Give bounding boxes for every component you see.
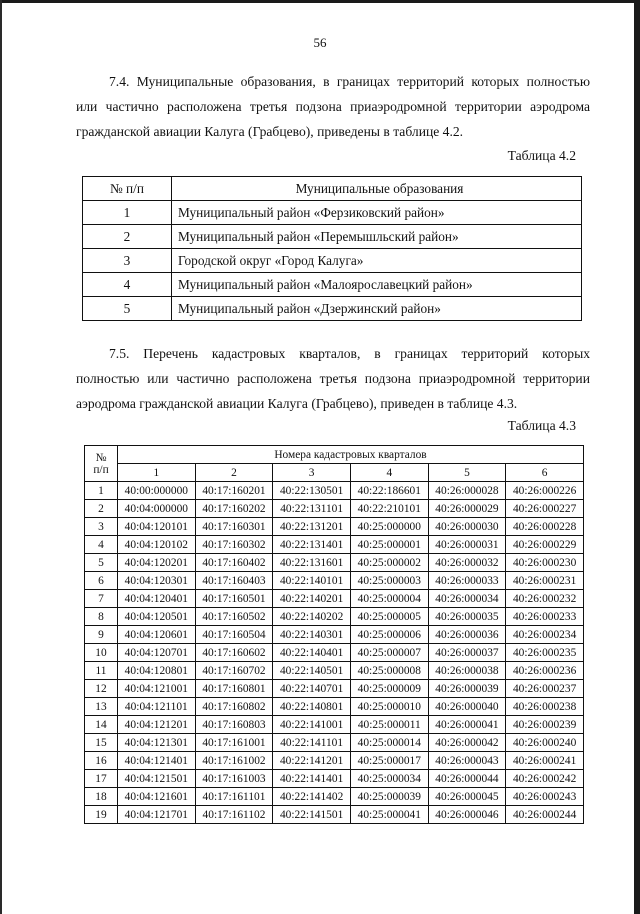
scan-edge-left <box>0 0 2 914</box>
table-body <box>85 482 584 824</box>
cadastral-quarter-number: 40:17:160402 <box>195 554 273 572</box>
cadastral-quarter-number: 40:26:000233 <box>506 608 584 626</box>
paragraph-line: полностью или частично расположена третья подзона приаэродромной территории <box>76 371 590 386</box>
row-number: 4 <box>83 273 172 297</box>
table-row <box>85 518 584 536</box>
cadastral-quarter-number: 40:26:000244 <box>506 806 584 824</box>
cadastral-quarter-number: 40:17:160602 <box>195 644 273 662</box>
cadastral-quarter-number: 40:04:120301 <box>118 572 196 590</box>
cadastral-quarter-number: 40:17:161003 <box>195 770 273 788</box>
table-row <box>83 249 582 273</box>
cadastral-quarter-number: 40:17:160403 <box>195 572 273 590</box>
cadastral-quarter-number: 40:26:000029 <box>428 500 506 518</box>
table-row <box>85 482 584 500</box>
cadastral-quarter-number: 40:25:000014 <box>350 734 428 752</box>
row-number: 3 <box>85 518 118 536</box>
cadastral-quarter-number: 40:26:000035 <box>428 608 506 626</box>
cadastral-quarter-number: 40:25:000041 <box>350 806 428 824</box>
cadastral-quarter-number: 40:04:120601 <box>118 626 196 644</box>
cadastral-quarter-number: 40:26:000243 <box>506 788 584 806</box>
municipality-name: Муниципальный район «Малоярославецкий район» <box>172 273 582 297</box>
cadastral-quarter-number: 40:26:000237 <box>506 680 584 698</box>
cadastral-quarter-number: 40:22:140201 <box>273 590 351 608</box>
cadastral-quarter-number: 40:26:000038 <box>428 662 506 680</box>
paragraph-line: гражданской авиации Калуга (Грабцево), приведены в таблице 4.2. <box>76 124 464 139</box>
table-header-row <box>85 446 584 464</box>
cadastral-quarter-number: 40:17:160202 <box>195 500 273 518</box>
number-column-header <box>85 446 118 482</box>
scan-edge-top <box>0 0 640 3</box>
table-row <box>83 297 582 321</box>
cadastral-quarter-number: 40:22:131201 <box>273 518 351 536</box>
cadastral-quarter-number: 40:17:160801 <box>195 680 273 698</box>
cadastral-quarter-number: 40:25:000008 <box>350 662 428 680</box>
row-number: 18 <box>85 788 118 806</box>
table-row <box>85 806 584 824</box>
cadastral-quarter-number: 40:04:120401 <box>118 590 196 608</box>
cadastral-quarter-number: 40:26:000040 <box>428 698 506 716</box>
cadastral-quarter-number: 40:04:121301 <box>118 734 196 752</box>
paragraph-7-4 <box>76 69 590 144</box>
cadastral-quarter-number: 40:22:140301 <box>273 626 351 644</box>
table-row <box>85 752 584 770</box>
row-number: 16 <box>85 752 118 770</box>
row-number: 1 <box>83 201 172 225</box>
cadastral-quarter-number: 40:22:141001 <box>273 716 351 734</box>
paragraph-line: 7.4. Муниципальные образования, в границах территорий которых полностью <box>109 74 590 89</box>
cadastral-quarter-number: 40:22:141101 <box>273 734 351 752</box>
cadastral-quarter-number: 40:26:000239 <box>506 716 584 734</box>
row-number: 13 <box>85 698 118 716</box>
column-header: № п/п <box>83 177 172 201</box>
row-number: 14 <box>85 716 118 734</box>
cadastral-quarter-number: 40:26:000231 <box>506 572 584 590</box>
cadastral-quarter-number: 40:17:161102 <box>195 806 273 824</box>
cadastral-quarter-number: 40:26:000044 <box>428 770 506 788</box>
row-number: 15 <box>85 734 118 752</box>
cadastral-quarter-number: 40:25:000034 <box>350 770 428 788</box>
cadastral-quarter-number: 40:26:000046 <box>428 806 506 824</box>
cadastral-quarter-number: 40:26:000236 <box>506 662 584 680</box>
header-num-top: № <box>95 451 107 464</box>
column-number: 5 <box>428 464 506 482</box>
cadastral-quarter-number: 40:04:121701 <box>118 806 196 824</box>
column-header: Муниципальные образования <box>172 177 582 201</box>
cadastral-quarter-number: 40:26:000241 <box>506 752 584 770</box>
table-4-3 <box>84 445 584 824</box>
municipality-name: Муниципальный район «Дзержинский район» <box>172 297 582 321</box>
table-row <box>85 572 584 590</box>
table-4-3-caption: Таблица 4.3 <box>507 418 576 433</box>
cadastral-quarter-number: 40:00:000000 <box>118 482 196 500</box>
cadastral-quarter-number: 40:22:130501 <box>273 482 351 500</box>
cadastral-quarter-number: 40:26:000043 <box>428 752 506 770</box>
cadastral-quarter-number: 40:17:160201 <box>195 482 273 500</box>
cadastral-quarter-number: 40:26:000032 <box>428 554 506 572</box>
table-row <box>85 536 584 554</box>
cadastral-quarter-number: 40:04:120102 <box>118 536 196 554</box>
cadastral-quarter-number: 40:04:121201 <box>118 716 196 734</box>
cadastral-quarter-number: 40:26:000226 <box>506 482 584 500</box>
cadastral-quarter-number: 40:26:000028 <box>428 482 506 500</box>
cadastral-quarter-number: 40:26:000036 <box>428 626 506 644</box>
municipality-name: Муниципальный район «Ферзиковский район» <box>172 201 582 225</box>
cadastral-quarter-number: 40:26:000227 <box>506 500 584 518</box>
cadastral-quarter-number: 40:04:120801 <box>118 662 196 680</box>
cadastral-quarter-number: 40:22:186601 <box>350 482 428 500</box>
row-number: 9 <box>85 626 118 644</box>
table-row <box>85 590 584 608</box>
row-number: 6 <box>85 572 118 590</box>
cadastral-quarter-number: 40:04:120101 <box>118 518 196 536</box>
table-row <box>85 500 584 518</box>
cadastral-quarter-number: 40:04:121101 <box>118 698 196 716</box>
cadastral-quarter-number: 40:25:000009 <box>350 680 428 698</box>
row-number: 10 <box>85 644 118 662</box>
row-number: 5 <box>83 297 172 321</box>
table-row <box>85 554 584 572</box>
table-row <box>85 716 584 734</box>
paragraph-7-5 <box>76 341 590 416</box>
cadastral-quarter-number: 40:26:000037 <box>428 644 506 662</box>
cadastral-quarter-number: 40:26:000242 <box>506 770 584 788</box>
table-row <box>85 770 584 788</box>
cadastral-quarter-number: 40:26:000045 <box>428 788 506 806</box>
table-4-2 <box>82 176 582 321</box>
cadastral-quarter-number: 40:25:000000 <box>350 518 428 536</box>
cadastral-quarter-number: 40:26:000238 <box>506 698 584 716</box>
table-row <box>85 734 584 752</box>
cadastral-quarter-number: 40:04:121501 <box>118 770 196 788</box>
row-number: 3 <box>83 249 172 273</box>
paragraph-line: 7.5. Перечень кадастровых кварталов, в границах территорий которых <box>109 346 590 361</box>
cadastral-quarter-number: 40:25:000004 <box>350 590 428 608</box>
cadastral-quarter-number: 40:04:121001 <box>118 680 196 698</box>
row-number: 17 <box>85 770 118 788</box>
cadastral-quarter-number: 40:22:131601 <box>273 554 351 572</box>
row-number: 19 <box>85 806 118 824</box>
cadastral-quarter-number: 40:04:120201 <box>118 554 196 572</box>
cadastral-quarter-number: 40:25:000017 <box>350 752 428 770</box>
cadastral-quarter-number: 40:22:141401 <box>273 770 351 788</box>
table-row <box>85 788 584 806</box>
cadastral-quarter-number: 40:22:140401 <box>273 644 351 662</box>
paragraph-line: или частично расположена третья подзона приаэродромной территории аэродрома <box>76 99 590 114</box>
cadastral-quarter-number: 40:26:000034 <box>428 590 506 608</box>
column-number: 2 <box>195 464 273 482</box>
cadastral-quarter-number: 40:22:140101 <box>273 572 351 590</box>
municipality-name: Муниципальный район «Перемышльский район» <box>172 225 582 249</box>
table-row <box>85 662 584 680</box>
table-row <box>85 608 584 626</box>
column-number-row <box>85 464 584 482</box>
cadastral-quarter-number: 40:25:000011 <box>350 716 428 734</box>
cadastral-quarter-number: 40:25:000002 <box>350 554 428 572</box>
cadastral-quarter-number: 40:22:140202 <box>273 608 351 626</box>
row-number: 7 <box>85 590 118 608</box>
cadastral-quarter-number: 40:04:121601 <box>118 788 196 806</box>
column-number: 6 <box>506 464 584 482</box>
cadastral-quarter-number: 40:17:161002 <box>195 752 273 770</box>
row-number: 4 <box>85 536 118 554</box>
cadastral-quarter-number: 40:25:000003 <box>350 572 428 590</box>
table-row <box>85 644 584 662</box>
table-4-2-caption: Таблица 4.2 <box>507 148 576 163</box>
cadastral-quarter-number: 40:22:141402 <box>273 788 351 806</box>
cadastral-quarter-number: 40:17:160501 <box>195 590 273 608</box>
cadastral-quarter-number: 40:17:160301 <box>195 518 273 536</box>
cadastral-quarter-number: 40:04:120501 <box>118 608 196 626</box>
cadastral-quarter-number: 40:22:141501 <box>273 806 351 824</box>
cadastral-quarter-number: 40:26:000030 <box>428 518 506 536</box>
cadastral-quarter-number: 40:04:000000 <box>118 500 196 518</box>
row-number: 12 <box>85 680 118 698</box>
row-number: 11 <box>85 662 118 680</box>
table-row <box>85 626 584 644</box>
scan-edge-right <box>634 0 640 914</box>
cadastral-quarter-number: 40:22:210101 <box>350 500 428 518</box>
cadastral-quarter-number: 40:26:000229 <box>506 536 584 554</box>
table-header-row <box>83 177 582 201</box>
cadastral-quarter-number: 40:25:000039 <box>350 788 428 806</box>
row-number: 2 <box>85 500 118 518</box>
cadastral-quarter-number: 40:22:131401 <box>273 536 351 554</box>
cadastral-quarter-number: 40:22:131101 <box>273 500 351 518</box>
cadastral-quarter-number: 40:17:160702 <box>195 662 273 680</box>
cadastral-quarter-number: 40:17:161101 <box>195 788 273 806</box>
group-header: Номера кадастровых кварталов <box>118 446 584 464</box>
cadastral-quarter-number: 40:26:000039 <box>428 680 506 698</box>
cadastral-quarter-number: 40:26:000033 <box>428 572 506 590</box>
cadastral-quarter-number: 40:22:140801 <box>273 698 351 716</box>
cadastral-quarter-number: 40:17:160302 <box>195 536 273 554</box>
cadastral-quarter-number: 40:04:120701 <box>118 644 196 662</box>
cadastral-quarter-number: 40:22:141201 <box>273 752 351 770</box>
table-row <box>85 698 584 716</box>
cadastral-quarter-number: 40:22:140501 <box>273 662 351 680</box>
cadastral-quarter-number: 40:26:000232 <box>506 590 584 608</box>
row-number: 5 <box>85 554 118 572</box>
cadastral-quarter-number: 40:17:161001 <box>195 734 273 752</box>
column-number: 1 <box>118 464 196 482</box>
cadastral-quarter-number: 40:26:000228 <box>506 518 584 536</box>
cadastral-quarter-number: 40:17:160502 <box>195 608 273 626</box>
cadastral-quarter-number: 40:26:000230 <box>506 554 584 572</box>
cadastral-quarter-number: 40:25:000007 <box>350 644 428 662</box>
cadastral-quarter-number: 40:17:160802 <box>195 698 273 716</box>
row-number: 2 <box>83 225 172 249</box>
cadastral-quarter-number: 40:26:000031 <box>428 536 506 554</box>
header-num-bottom: п/п <box>93 463 109 476</box>
cadastral-quarter-number: 40:26:000042 <box>428 734 506 752</box>
column-number: 4 <box>350 464 428 482</box>
cadastral-quarter-number: 40:26:000041 <box>428 716 506 734</box>
cadastral-quarter-number: 40:17:160803 <box>195 716 273 734</box>
row-number: 8 <box>85 608 118 626</box>
municipality-name: Городской округ «Город Калуга» <box>172 249 582 273</box>
cadastral-quarter-number: 40:26:000235 <box>506 644 584 662</box>
cadastral-quarter-number: 40:22:140701 <box>273 680 351 698</box>
cadastral-quarter-number: 40:25:000006 <box>350 626 428 644</box>
table-row <box>85 680 584 698</box>
cadastral-quarter-number: 40:25:000005 <box>350 608 428 626</box>
cadastral-quarter-number: 40:26:000234 <box>506 626 584 644</box>
cadastral-quarter-number: 40:04:121401 <box>118 752 196 770</box>
cadastral-quarter-number: 40:17:160504 <box>195 626 273 644</box>
paragraph-line: аэродрома гражданской авиации Калуга (Грабцево), приведен в таблице 4.3. <box>76 396 518 411</box>
table-row <box>83 225 582 249</box>
cadastral-quarter-number: 40:25:000001 <box>350 536 428 554</box>
column-number: 3 <box>273 464 351 482</box>
table-body <box>83 201 582 321</box>
row-number: 1 <box>85 482 118 500</box>
cadastral-quarter-number: 40:26:000240 <box>506 734 584 752</box>
table-row <box>83 273 582 297</box>
table-row <box>83 201 582 225</box>
page-number: 56 <box>313 35 327 50</box>
cadastral-quarter-number: 40:25:000010 <box>350 698 428 716</box>
